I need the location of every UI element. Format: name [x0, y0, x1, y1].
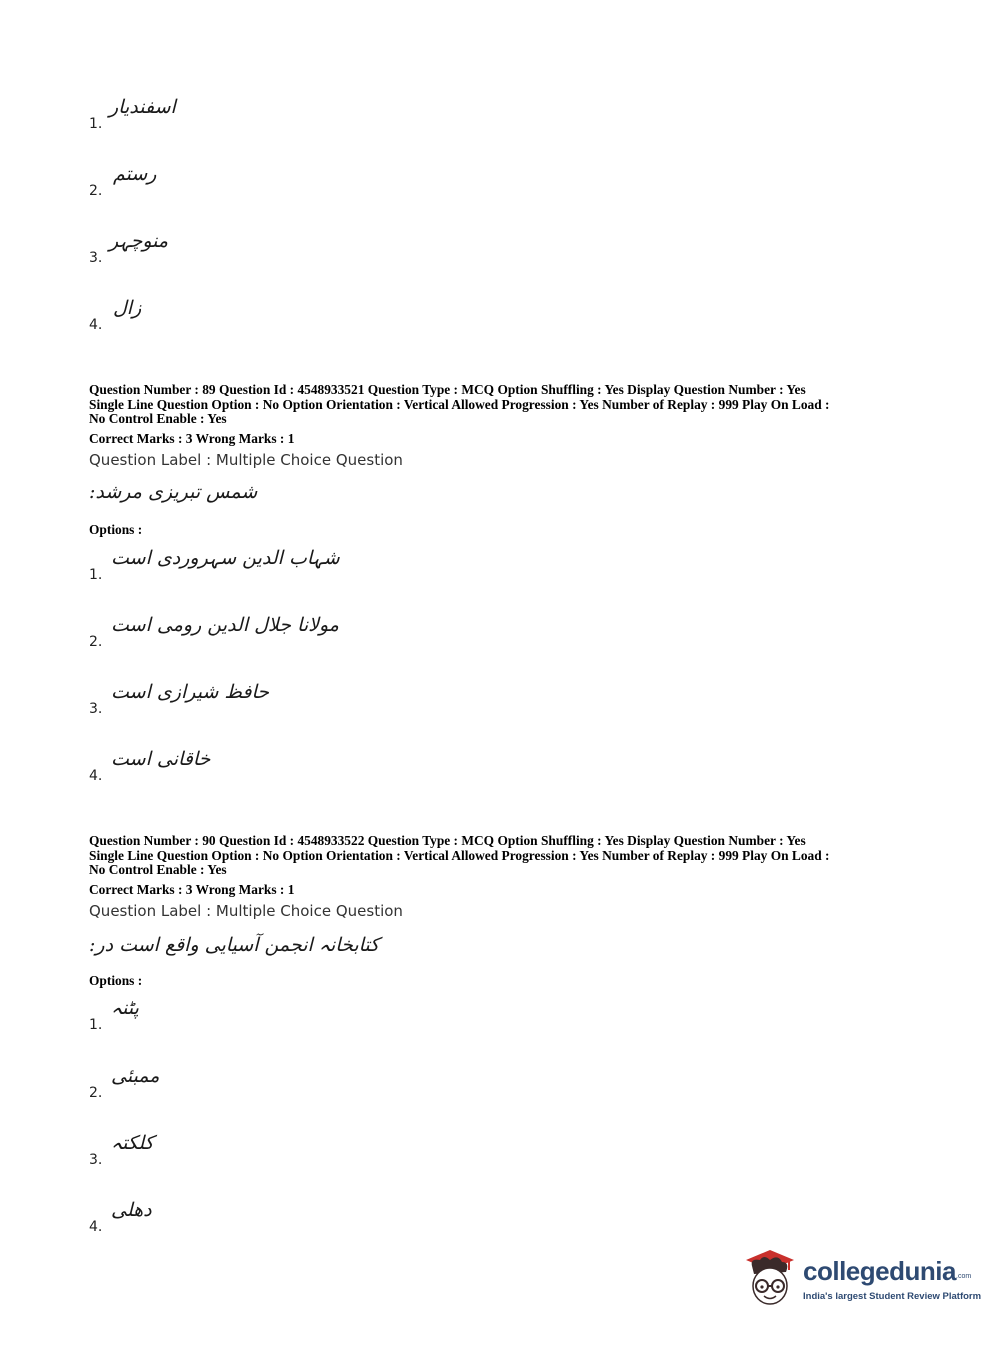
option-number: 2. [89, 634, 103, 650]
option-text: حافظ شیرازی است [111, 681, 270, 703]
question-89-text: شمس تبریزی مرشد: [89, 481, 258, 503]
option-number: 4. [89, 1219, 103, 1235]
option-number: 4. [89, 317, 103, 333]
mascot-icon [740, 1246, 800, 1314]
option-text: اسفندیار [109, 96, 176, 118]
question-90-options-heading: Options : [89, 973, 143, 988]
meta-line: No Control Enable : Yes [89, 862, 227, 878]
question-90-metadata [89, 834, 919, 878]
option-number: 4. [89, 768, 103, 784]
logo-tagline: India's largest Student Review Platform [803, 1291, 982, 1302]
option-number: 3. [89, 701, 103, 717]
question-89-options-heading: Options : [89, 522, 143, 537]
option-text: زال [113, 297, 142, 319]
meta-line: No Control Enable : Yes [89, 411, 227, 427]
meta-line: Question Number : 90 Question Id : 4548933522 Question Type : MCQ Option Shuffling : Yes Display Question Number : Yes [89, 833, 806, 848]
option-number: 3. [89, 1152, 103, 1168]
question-89-label: Question Label : Multiple Choice Question [89, 451, 403, 469]
option-number: 1. [89, 567, 103, 583]
meta-line: Single Line Question Option : No Option Orientation : Vertical Allowed Progression : Yes Number of Replay : 999 Play On Load : [89, 847, 830, 863]
collegedunia-logo [740, 1246, 982, 1316]
option-number: 3. [89, 250, 103, 266]
option-text: منوچہر [109, 230, 169, 252]
question-89-metadata [89, 383, 919, 427]
option-number: 2. [89, 183, 103, 199]
option-number: 2. [89, 1085, 103, 1101]
question-89-marks: Correct Marks : 3 Wrong Marks : 1 [89, 431, 295, 446]
logo-brand-text: collegedunia [803, 1256, 956, 1286]
option-text: کلکتہ [111, 1132, 154, 1154]
option-text: خاقانی است [111, 748, 211, 770]
option-text: مولانا جلال الدین رومی است [111, 614, 339, 636]
option-text: شہاب الدین سہروردی است [111, 547, 340, 569]
option-number: 1. [89, 1017, 103, 1033]
option-text: رستم [113, 163, 157, 185]
question-90-marks: Correct Marks : 3 Wrong Marks : 1 [89, 882, 295, 897]
option-text: پٹنہ [111, 997, 139, 1019]
option-text: ممبئی [111, 1065, 160, 1087]
meta-line: Single Line Question Option : No Option Orientation : Vertical Allowed Progression : Yes Number of Replay : 999 Play On Load : [89, 396, 830, 412]
question-90-text: کتابخانہ انجمن آسیایی واقع است در: [89, 934, 380, 956]
logo-dotcom-text: .com [956, 1273, 972, 1280]
meta-line: Question Number : 89 Question Id : 4548933521 Question Type : MCQ Option Shuffling : Yes Display Question Number : Yes [89, 382, 806, 397]
option-text: دھلی [111, 1199, 152, 1221]
option-number: 1. [89, 116, 103, 132]
question-90-label: Question Label : Multiple Choice Question [89, 902, 403, 920]
